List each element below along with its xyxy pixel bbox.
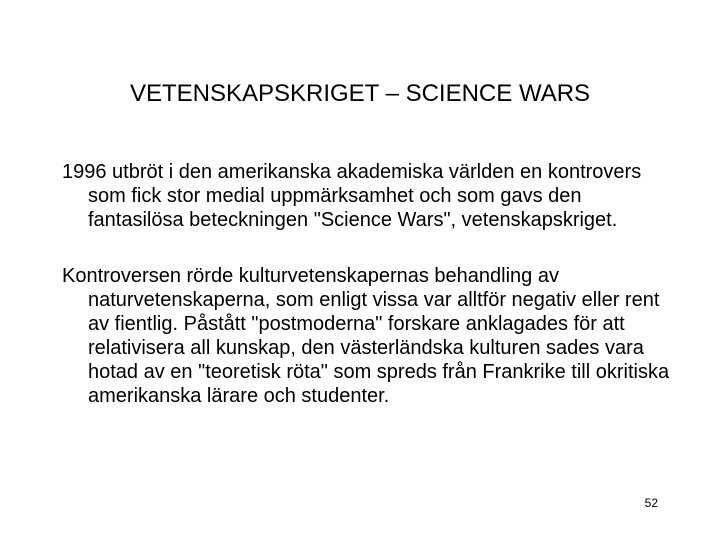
slide-body: [62, 160, 672, 440]
paragraph-controversy: Kontroversen rörde kulturvetenskapernas behandling av naturvetenskaperna, som enligt vissa var alltför negativ eller rent av fientlig. Påstått "postmoderna" forskare anklagades för att relativisera all kunskap, den västerländska kulturen sades vara hotad av en "teoretisk röta" som spreds från Frankrike till okritiska amerikanska lärare och studenter.: [62, 265, 670, 407]
page-number: 52: [644, 496, 658, 510]
paragraph-science-wars-intro: 1996 utbröt i den amerikanska akademiska världen en kontrovers som fick stor medial uppmärksamhet och som gavs den fantasilösa beteckningen "Science Wars", vetenskapskriget.: [62, 161, 642, 231]
slide-title: VETENSKAPSKRIGET – SCIENCE WARS: [129, 80, 591, 107]
